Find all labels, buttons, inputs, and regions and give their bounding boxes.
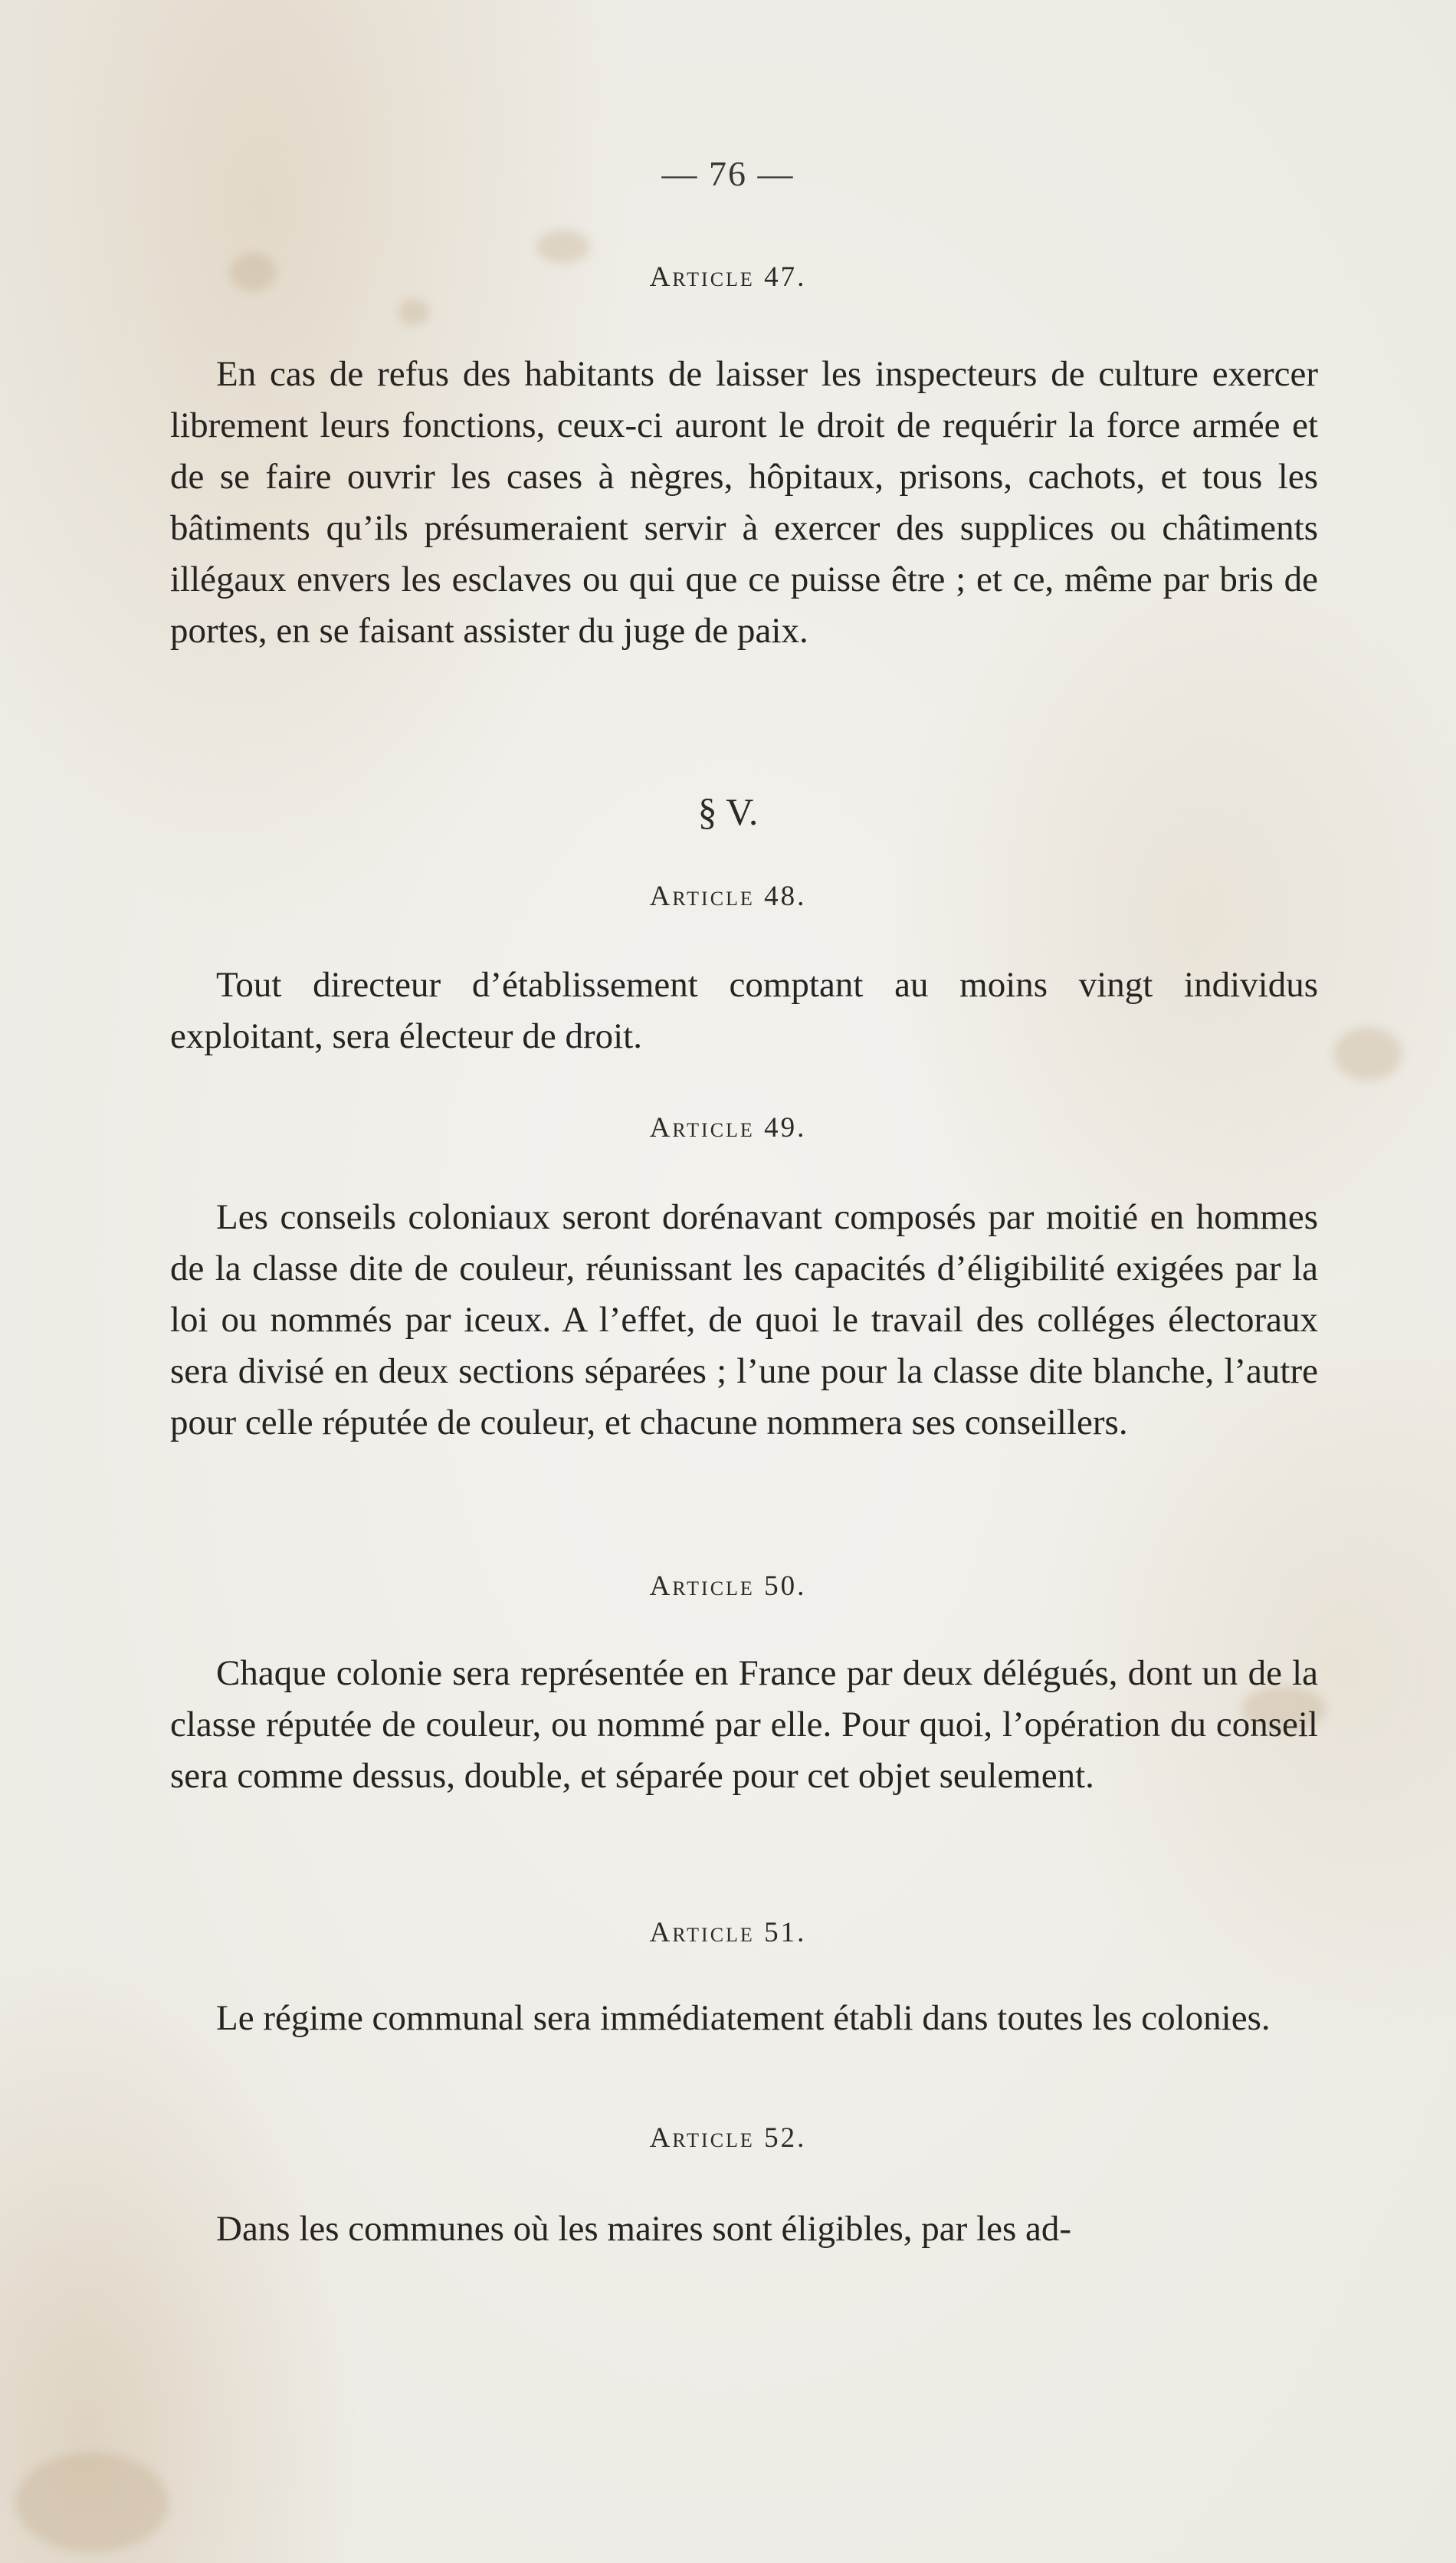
page-number: — 76 — — [661, 154, 795, 193]
article-text — [170, 1648, 1318, 1802]
foxing-stain — [398, 299, 429, 325]
article-heading: Article 47. — [649, 261, 807, 293]
paragraph-text: Chaque colonie sera représentée en France par deux délégués, dont un de la classe réputée de couleur, ou nommé par elle. Pour quoi, l’opération du conseil sera comme dessus, double, et séparée pour cet objet seulement. — [170, 1653, 1318, 1796]
paragraph-text: Le régime communal sera immédiatement établi dans toutes les colonies. — [216, 1998, 1271, 2038]
foxing-stain — [15, 2453, 169, 2552]
section-heading: § V. — [697, 790, 759, 833]
article-text — [170, 349, 1318, 657]
paragraph-text: En cas de refus des habitants de laisser les inspecteurs de culture exercer librement leurs fonctions, ceux-ci auront le droit de requérir la force armée et de se faire ouvrir les cases à nègres, hôpitaux, prisons, cachots, et tous les bâtiments qu’ils présumeraient servir à exercer des supplices ou châtiments illégaux envers les esclaves ou qui que ce puisse être ; et ce, même par bris de portes, en se faisant assister du juge de paix. — [170, 354, 1318, 651]
foxing-stain — [1333, 1027, 1402, 1081]
article-heading: Article 50. — [649, 1570, 807, 1602]
article-text — [170, 1192, 1318, 1449]
article-heading: Article 52. — [649, 2122, 807, 2154]
article-heading: Article 51. — [649, 1917, 807, 1948]
article-heading: Article 48. — [649, 881, 807, 912]
article-text — [170, 2204, 1318, 2255]
paragraph-text: Dans les communes où les maires sont éligibles, par les ad- — [216, 2209, 1071, 2249]
article-text — [170, 960, 1318, 1062]
article-heading: Article 49. — [649, 1112, 807, 1144]
paragraph-text: Tout directeur d’établissement comptant au moins vingt individus exploitant, sera électeur de droit. — [170, 965, 1318, 1056]
article-text — [170, 1993, 1318, 2044]
foxing-stain — [536, 230, 590, 264]
paragraph-text: Les conseils coloniaux seront dorénavant composés par moitié en hommes de la classe dite de couleur, réunissant les capacités d’éligibilité exigées par la loi ou nommés par iceux. A l’effet, de quoi le travail des colléges électoraux sera divisé en deux sections séparées ; l’une pour la classe dite blanche, l’autre pour celle réputée de couleur, et chacune nommera ses conseillers. — [170, 1197, 1318, 1442]
